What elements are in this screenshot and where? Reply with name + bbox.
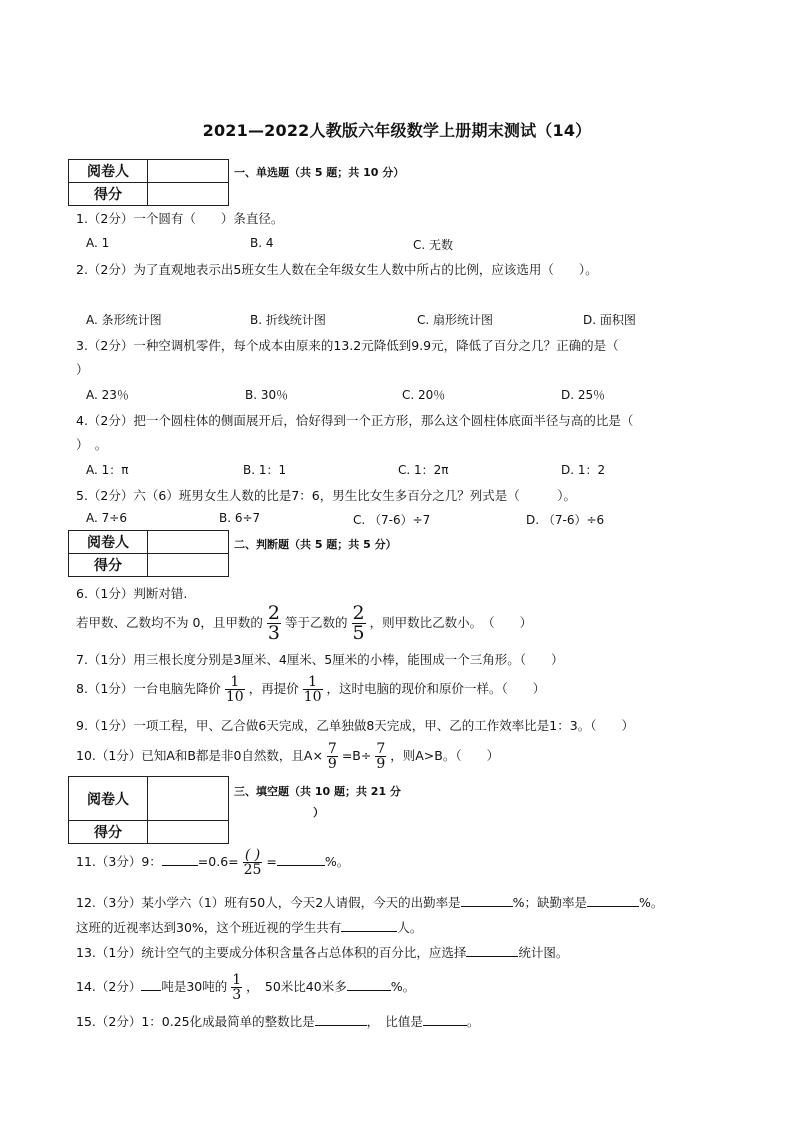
frac-numerator: 7	[376, 741, 386, 757]
section-heading: 二、判断题（共 5 题；共 5 分）	[234, 538, 397, 551]
score-label: 得分	[69, 821, 148, 844]
question-12	[76, 893, 663, 911]
fraction-seven-ninths	[375, 742, 386, 771]
question-11	[76, 848, 349, 877]
frac-denominator: 10	[303, 689, 322, 705]
q2-option-d: D. 面积图	[583, 313, 636, 327]
frac-denominator: 3	[232, 987, 242, 1003]
question-8	[76, 675, 545, 704]
q5-option-d: D. （7-6）÷6	[526, 513, 605, 527]
answer-blank[interactable]	[466, 944, 518, 957]
frac-denominator: 10	[225, 689, 244, 705]
question-6-body	[76, 604, 532, 643]
grader-box-section-3	[68, 776, 229, 844]
question-7: 7.（1分）用三根长度分别是3厘米、4厘米、5厘米的小棒，能围成一个三角形。（ ）	[76, 652, 564, 667]
q14-text-a: 14.（2分）	[76, 979, 142, 994]
fraction-one-third	[231, 973, 242, 1002]
question-4: 4.（2分）把一个圆柱体的侧面展开后，恰好得到一个正方形，那么这个圆柱体底面半径与高的比是（	[76, 413, 634, 428]
score-blank	[148, 183, 229, 206]
q10-text-c: ，则A>B。（ ）	[390, 748, 500, 763]
question-4-tail: ） 。	[76, 437, 108, 452]
frac-numerator: 2	[352, 602, 365, 624]
frac-denominator: 9	[327, 756, 337, 772]
q6-text-b: 等于乙数的	[285, 615, 348, 630]
q14-text-b: 吨是30吨的	[161, 979, 228, 994]
q1-option-c: C. 无数	[413, 238, 454, 252]
frac-denominator: 3	[267, 622, 281, 644]
q8-text-b: ，再提价	[248, 681, 299, 696]
q11-text-b: =0.6=	[197, 854, 239, 869]
section-heading: 三、填空题（共 10 题；共 21 分	[234, 785, 401, 798]
question-6: 6.（1分）判断对错.	[76, 586, 188, 601]
q14-text-c: ， 50米比40米多	[246, 979, 347, 994]
q3-option-d: D. 25％	[561, 388, 606, 402]
q2-option-c: C. 扇形统计图	[417, 313, 494, 327]
q5-option-b: B. 6÷7	[219, 511, 261, 525]
section-heading-tail: ）	[313, 806, 324, 819]
reviewer-blank	[148, 160, 229, 183]
frac-denominator: 9	[376, 756, 386, 772]
q11-text-a: 11.（3分）9：	[76, 854, 162, 869]
q3-option-a: A. 23％	[86, 388, 129, 402]
q12-text-a: 12.（3分）某小学六（1）班有50人，今天2人请假，今天的出勤率是	[76, 895, 461, 910]
frac-denominator: 5	[352, 622, 365, 644]
answer-blank[interactable]	[162, 853, 198, 866]
reviewer-label: 阅卷人	[69, 531, 148, 554]
frac-numerator: 1	[232, 972, 242, 988]
q4-option-a: A. 1：π	[86, 463, 129, 477]
fraction-blank-over-25	[243, 848, 263, 877]
reviewer-label: 阅卷人	[69, 160, 148, 183]
q13-text-a: 13.（1分）统计空气的主要成分体积含量各占总体积的百分比，应选择	[76, 945, 467, 960]
q3-option-b: B. 30％	[245, 388, 289, 402]
q15-text-c: 。	[466, 1014, 480, 1029]
score-blank	[148, 554, 229, 577]
q4-option-b: B. 1：1	[243, 463, 287, 477]
question-13	[76, 943, 568, 961]
question-12-line2	[76, 918, 422, 936]
q1-option-a: A. 1	[86, 236, 110, 250]
frac-denominator: 25	[243, 862, 262, 878]
answer-blank[interactable]	[587, 894, 639, 907]
q8-text-a: 8.（1分）一台电脑先降价	[76, 681, 221, 696]
question-3: 3.（2分）一种空调机零件，每个成本由原来的13.2元降低到9.9元，降低了百分之几？正确的是（	[76, 338, 619, 353]
answer-blank[interactable]	[315, 1013, 367, 1026]
frac-numerator: 2	[267, 602, 281, 624]
answer-blank[interactable]	[277, 853, 325, 866]
answer-blank[interactable]	[461, 894, 513, 907]
reviewer-label: 阅卷人	[69, 777, 148, 821]
page-title: 2021—2022人教版六年级数学上册期末测试（14）	[202, 121, 592, 140]
q1-option-b: B. 4	[250, 236, 274, 250]
fraction-one-tenth	[303, 675, 323, 704]
q13-text-b: 统计图。	[518, 945, 569, 960]
question-3-tail: ）	[76, 362, 89, 377]
q15-text-b: ， 比值是	[366, 1014, 423, 1029]
q2-option-a: A. 条形统计图	[86, 313, 162, 327]
question-1: 1.（2分）一个圆有（ ）条直径。	[76, 211, 284, 226]
fraction-two-thirds	[267, 604, 281, 643]
fraction-one-tenth	[225, 675, 245, 704]
q14-text-d: %。	[390, 979, 416, 994]
q6-text-c: ，则甲数比乙数小。 （ ）	[369, 615, 533, 630]
answer-blank[interactable]	[141, 978, 161, 991]
reviewer-blank	[148, 531, 229, 554]
q12-text-d: 人。	[397, 920, 423, 935]
answer-blank[interactable]	[347, 978, 391, 991]
q12-text-b: %；缺勤率是	[512, 895, 588, 910]
frac-numerator: ( )	[244, 847, 261, 863]
score-blank	[148, 821, 229, 844]
fraction-seven-ninths	[327, 742, 338, 771]
section-heading: 一、单选题（共 5 题；共 10 分）	[234, 166, 405, 179]
grader-box-section-1	[68, 159, 229, 206]
answer-blank[interactable]	[423, 1013, 467, 1026]
q5-option-c: C. （7-6）÷7	[353, 513, 431, 527]
grader-box-section-2	[68, 530, 229, 577]
q15-text-a: 15.（2分）1：0.25化成最简单的整数比是	[76, 1014, 315, 1029]
q6-text-a: 若甲数、乙数均不为 0，且甲数的	[76, 615, 263, 630]
question-2: 2.（2分）为了直观地表示出5班女生人数在全年级女生人数中所占的比例，应该选用（ ）。	[76, 262, 598, 277]
q4-option-c: C. 1：2π	[398, 463, 449, 477]
q11-text-c: =	[266, 854, 277, 869]
fraction-two-fifths	[352, 604, 366, 643]
q12-line2-text: 这班的近视率达到30%，这个班近视的学生共有	[76, 920, 342, 935]
q3-option-c: C. 20％	[402, 388, 446, 402]
frac-numerator: 7	[327, 741, 337, 757]
q4-option-d: D. 1：2	[561, 463, 606, 477]
q10-text-b: =B÷	[341, 748, 372, 763]
answer-blank[interactable]	[341, 919, 397, 932]
question-5: 5.（2分）六（6）班男女生人数的比是7：6，男生比女生多百分之几？列式是（ ）。	[76, 488, 576, 503]
question-15	[76, 1012, 479, 1030]
q2-option-b: B. 折线统计图	[250, 313, 326, 327]
frac-numerator: 1	[230, 674, 240, 690]
frac-numerator: 1	[308, 674, 318, 690]
q5-option-a: A. 7÷6	[86, 511, 127, 525]
score-label: 得分	[69, 554, 148, 577]
reviewer-blank	[148, 777, 229, 821]
q11-text-d: %。	[324, 854, 350, 869]
score-label: 得分	[69, 183, 148, 206]
q8-text-c: ，这时电脑的现价和原价一样。（ ）	[326, 681, 546, 696]
q12-text-c: %。	[639, 895, 664, 910]
question-9: 9.（1分）一项工程，甲、乙合做6天完成，乙单独做8天完成，甲、乙的工作效率比是1：3。（ ）	[76, 718, 634, 733]
question-14	[76, 973, 415, 1002]
question-10	[76, 742, 499, 771]
q10-text-a: 10.（1分）已知A和B都是非0自然数，且A×	[76, 748, 323, 763]
